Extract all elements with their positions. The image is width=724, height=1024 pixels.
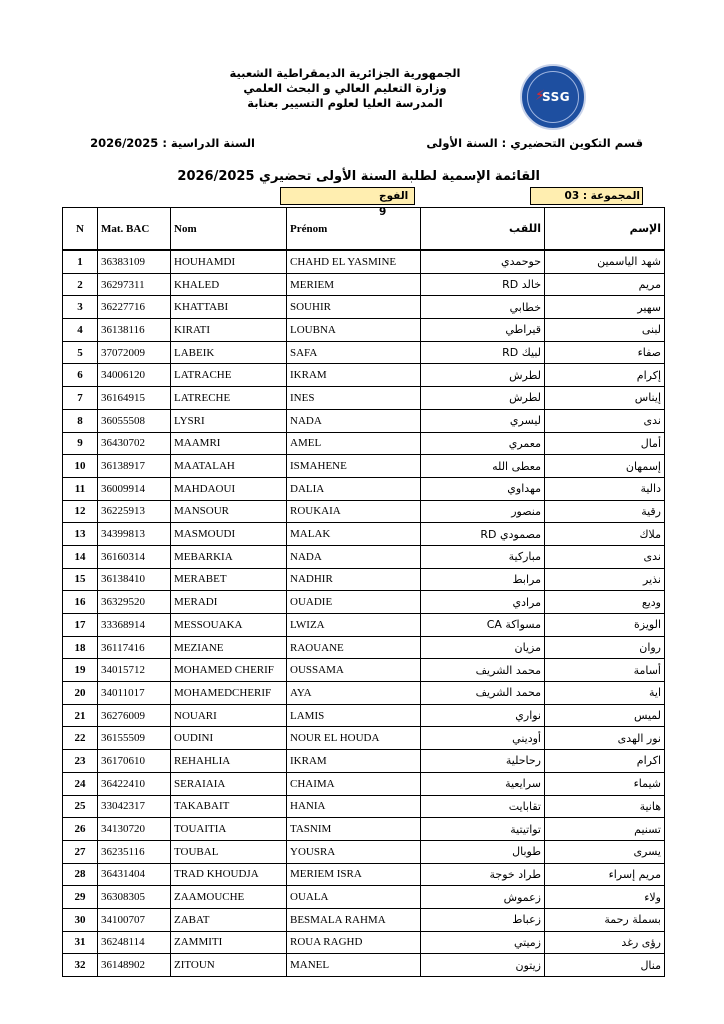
cell-nom: TOUBAL xyxy=(171,840,287,863)
cell-prenom: MERIEM ISRA xyxy=(287,863,421,886)
table-row xyxy=(63,500,665,523)
header-school: المدرسة العليا لعلوم التسيير بعنابة xyxy=(247,96,443,110)
cell-nom: MAHDAOUI xyxy=(171,477,287,500)
cell-ism: إسمهان xyxy=(545,455,665,478)
cell-ism: ندى xyxy=(545,409,665,432)
cell-nom: OUDINI xyxy=(171,727,287,750)
cell-mat-bac: 34399813 xyxy=(98,523,171,546)
table-row xyxy=(63,409,665,432)
cell-ism: إيناس xyxy=(545,387,665,410)
academic-year-label: السنة الدراسية : 2026/2025 xyxy=(90,136,255,150)
cell-nom: LYSRI xyxy=(171,409,287,432)
cell-laqab: زعموش xyxy=(421,886,545,909)
table-row xyxy=(63,568,665,591)
cell-n: 14 xyxy=(63,545,98,568)
cell-mat-bac: 36276009 xyxy=(98,704,171,727)
cell-mat-bac: 36248114 xyxy=(98,931,171,954)
cell-nom: MAAMRI xyxy=(171,432,287,455)
cell-mat-bac: 36055508 xyxy=(98,409,171,432)
table-row xyxy=(63,682,665,705)
header-republic: الجمهورية الجزائرية الديمقراطية الشعبية xyxy=(229,66,461,80)
cell-n: 23 xyxy=(63,750,98,773)
cell-nom: SERAIAIA xyxy=(171,772,287,795)
cell-nom: LATRECHE xyxy=(171,387,287,410)
cell-mat-bac: 36138116 xyxy=(98,319,171,342)
cell-ism: بسملة رحمة xyxy=(545,908,665,931)
cell-laqab: زيتون xyxy=(421,954,545,977)
cell-mat-bac: 34011017 xyxy=(98,682,171,705)
cell-n: 15 xyxy=(63,568,98,591)
cell-laqab: حوحمدي xyxy=(421,250,545,273)
cell-n: 16 xyxy=(63,591,98,614)
cell-ism: لميس xyxy=(545,704,665,727)
cell-prenom: CHAHD EL YASMINE xyxy=(287,250,421,273)
cell-mat-bac: 34006120 xyxy=(98,364,171,387)
cell-nom: MASMOUDI xyxy=(171,523,287,546)
cell-laqab: نواري xyxy=(421,704,545,727)
cell-n: 8 xyxy=(63,409,98,432)
cell-mat-bac: 36138917 xyxy=(98,455,171,478)
table-row xyxy=(63,341,665,364)
cell-n: 12 xyxy=(63,500,98,523)
cell-prenom: AMEL xyxy=(287,432,421,455)
cell-laqab: سرايعية xyxy=(421,772,545,795)
cell-laqab: لطرش xyxy=(421,387,545,410)
cell-n: 7 xyxy=(63,387,98,410)
cell-ism: نذير xyxy=(545,568,665,591)
cell-laqab: تقابايت xyxy=(421,795,545,818)
cell-n: 3 xyxy=(63,296,98,319)
cell-n: 17 xyxy=(63,614,98,637)
cell-nom: KHATTABI xyxy=(171,296,287,319)
cell-laqab: أوديني xyxy=(421,727,545,750)
cell-mat-bac: 36225913 xyxy=(98,500,171,523)
cell-mat-bac: 36148902 xyxy=(98,954,171,977)
cell-ism: روان xyxy=(545,636,665,659)
col-header-ism: الإسم xyxy=(545,208,665,251)
cell-nom: MEZIANE xyxy=(171,636,287,659)
cell-nom: TAKABAIT xyxy=(171,795,287,818)
cell-n: 22 xyxy=(63,727,98,750)
cell-nom: HOUHAMDI xyxy=(171,250,287,273)
cell-prenom: ROUKAIA xyxy=(287,500,421,523)
cell-prenom: NOUR EL HOUDA xyxy=(287,727,421,750)
table-row xyxy=(63,591,665,614)
cell-laqab: منصور xyxy=(421,500,545,523)
header-ministry: وزارة التعليم العالي و البحث العلمي xyxy=(243,81,447,95)
cell-prenom: SOUHIR xyxy=(287,296,421,319)
cell-mat-bac: 34130720 xyxy=(98,818,171,841)
col-header-n: N xyxy=(63,208,98,251)
table-row xyxy=(63,863,665,886)
cell-ism: إكرام xyxy=(545,364,665,387)
cell-mat-bac: 36308305 xyxy=(98,886,171,909)
cell-ism: يسرى xyxy=(545,840,665,863)
cell-mat-bac: 36155509 xyxy=(98,727,171,750)
cell-n: 27 xyxy=(63,840,98,863)
cell-n: 6 xyxy=(63,364,98,387)
cell-prenom: RAOUANE xyxy=(287,636,421,659)
cell-prenom: OUSSAMA xyxy=(287,659,421,682)
cell-ism: سهير xyxy=(545,296,665,319)
cell-ism: صفاء xyxy=(545,341,665,364)
cell-ism: منال xyxy=(545,954,665,977)
cell-laqab: مسواكة CA xyxy=(421,614,545,637)
table-row xyxy=(63,455,665,478)
table-row xyxy=(63,954,665,977)
cell-nom: MERABET xyxy=(171,568,287,591)
table-row xyxy=(63,931,665,954)
cell-nom: ZITOUN xyxy=(171,954,287,977)
cell-mat-bac: 36431404 xyxy=(98,863,171,886)
cell-prenom: MERIEM xyxy=(287,273,421,296)
cell-mat-bac: 36170610 xyxy=(98,750,171,773)
cell-nom: MOHAMEDCHERIF xyxy=(171,682,287,705)
cell-laqab: زميتي xyxy=(421,931,545,954)
cell-laqab: مصمودي RD xyxy=(421,523,545,546)
cell-prenom: TASNIM xyxy=(287,818,421,841)
cell-ism: أمال xyxy=(545,432,665,455)
cell-laqab: خالد RD xyxy=(421,273,545,296)
cell-ism: لبنى xyxy=(545,319,665,342)
cell-mat-bac: 36297311 xyxy=(98,273,171,296)
table-row xyxy=(63,659,665,682)
table-row xyxy=(63,545,665,568)
table-row xyxy=(63,636,665,659)
cell-mat-bac: 36009914 xyxy=(98,477,171,500)
cell-n: 18 xyxy=(63,636,98,659)
cell-nom: REHAHLIA xyxy=(171,750,287,773)
table-row xyxy=(63,296,665,319)
cell-mat-bac: 36235116 xyxy=(98,840,171,863)
table-row xyxy=(63,818,665,841)
table-row xyxy=(63,840,665,863)
col-header-mat: Mat. BAC xyxy=(98,208,171,251)
cell-nom: MOHAMED CHERIF xyxy=(171,659,287,682)
cell-laqab: مرابط xyxy=(421,568,545,591)
cell-ism: ولاء xyxy=(545,886,665,909)
cell-ism: رقية xyxy=(545,500,665,523)
cell-nom: MANSOUR xyxy=(171,500,287,523)
cell-n: 26 xyxy=(63,818,98,841)
logo-text: SSG xyxy=(542,90,571,104)
cell-prenom: OUADIE xyxy=(287,591,421,614)
cell-laqab: محمد الشريف xyxy=(421,659,545,682)
table-row xyxy=(63,727,665,750)
cell-laqab: طوبال xyxy=(421,840,545,863)
cell-laqab: مزيان xyxy=(421,636,545,659)
cell-prenom: AYA xyxy=(287,682,421,705)
cell-nom: MESSOUAKA xyxy=(171,614,287,637)
cell-mat-bac: 36383109 xyxy=(98,250,171,273)
groupe-label: المجموعة : 03 xyxy=(530,187,643,205)
cell-mat-bac: 37072009 xyxy=(98,341,171,364)
cell-n: 2 xyxy=(63,273,98,296)
lightning-icon: ⚡ xyxy=(535,88,545,104)
cell-nom: KHALED xyxy=(171,273,287,296)
cell-ism: ندى xyxy=(545,545,665,568)
cell-prenom: MANEL xyxy=(287,954,421,977)
cell-n: 10 xyxy=(63,455,98,478)
cell-nom: ZAMMITI xyxy=(171,931,287,954)
cell-mat-bac: 36160314 xyxy=(98,545,171,568)
table-header-row xyxy=(63,208,665,251)
cell-n: 29 xyxy=(63,886,98,909)
cell-prenom: ISMAHENE xyxy=(287,455,421,478)
cell-laqab: مرادي xyxy=(421,591,545,614)
cell-ism: الويزة xyxy=(545,614,665,637)
cell-n: 31 xyxy=(63,931,98,954)
cell-n: 32 xyxy=(63,954,98,977)
cell-prenom: IKRAM xyxy=(287,750,421,773)
cell-nom: ZABAT xyxy=(171,908,287,931)
table-row xyxy=(63,477,665,500)
cell-laqab: قيراطي xyxy=(421,319,545,342)
table-row xyxy=(63,886,665,909)
cell-prenom: BESMALA RAHMA xyxy=(287,908,421,931)
school-logo xyxy=(520,64,586,130)
table-row xyxy=(63,908,665,931)
cell-ism: اية xyxy=(545,682,665,705)
cell-prenom: NADA xyxy=(287,409,421,432)
cell-mat-bac: 33368914 xyxy=(98,614,171,637)
cell-ism: شيماء xyxy=(545,772,665,795)
col-header-prenom: Prénom xyxy=(287,208,421,251)
cell-ism: دالية xyxy=(545,477,665,500)
cell-laqab: تواتيتية xyxy=(421,818,545,841)
table-row xyxy=(63,364,665,387)
cell-ism: نور الهدى xyxy=(545,727,665,750)
table-row xyxy=(63,704,665,727)
table-row xyxy=(63,523,665,546)
cell-prenom: LOUBNA xyxy=(287,319,421,342)
cell-n: 13 xyxy=(63,523,98,546)
cell-ism: أسامة xyxy=(545,659,665,682)
cell-nom: TOUAITIA xyxy=(171,818,287,841)
cell-prenom: DALIA xyxy=(287,477,421,500)
cell-n: 1 xyxy=(63,250,98,273)
cell-mat-bac: 36117416 xyxy=(98,636,171,659)
table-row xyxy=(63,250,665,273)
cell-prenom: NADHIR xyxy=(287,568,421,591)
cell-ism: وديع xyxy=(545,591,665,614)
cell-n: 21 xyxy=(63,704,98,727)
table-row xyxy=(63,319,665,342)
cell-laqab: طراد خوجة xyxy=(421,863,545,886)
cell-ism: مريم xyxy=(545,273,665,296)
cell-ism: ملاك xyxy=(545,523,665,546)
cell-prenom: MALAK xyxy=(287,523,421,546)
table-row xyxy=(63,772,665,795)
table-row xyxy=(63,273,665,296)
cell-mat-bac: 36164915 xyxy=(98,387,171,410)
table-row xyxy=(63,614,665,637)
cell-mat-bac: 33042317 xyxy=(98,795,171,818)
cell-nom: MAATALAH xyxy=(171,455,287,478)
col-header-nom: Nom xyxy=(171,208,287,251)
cell-n: 19 xyxy=(63,659,98,682)
cell-prenom: NADA xyxy=(287,545,421,568)
cell-n: 24 xyxy=(63,772,98,795)
cell-prenom: ROUA RAGHD xyxy=(287,931,421,954)
cell-ism: تسنيم xyxy=(545,818,665,841)
cell-mat-bac: 36422410 xyxy=(98,772,171,795)
col-header-laqab: اللقب xyxy=(421,208,545,251)
cell-mat-bac: 34015712 xyxy=(98,659,171,682)
cell-nom: LABEIK xyxy=(171,341,287,364)
cell-laqab: معطى الله xyxy=(421,455,545,478)
cell-prenom: OUALA xyxy=(287,886,421,909)
cell-nom: MEBARKIA xyxy=(171,545,287,568)
cell-laqab: رحاحلية xyxy=(421,750,545,773)
table-row xyxy=(63,750,665,773)
cell-nom: NOUARI xyxy=(171,704,287,727)
cell-n: 28 xyxy=(63,863,98,886)
cell-n: 11 xyxy=(63,477,98,500)
cell-mat-bac: 36430702 xyxy=(98,432,171,455)
cell-ism: مريم إسراء xyxy=(545,863,665,886)
cell-laqab: لبيك RD xyxy=(421,341,545,364)
cell-prenom: INES xyxy=(287,387,421,410)
cell-laqab: مهداوي xyxy=(421,477,545,500)
cell-prenom: SAFA xyxy=(287,341,421,364)
cell-prenom: LWIZA xyxy=(287,614,421,637)
cell-nom: ZAAMOUCHE xyxy=(171,886,287,909)
cell-mat-bac: 36329520 xyxy=(98,591,171,614)
cell-n: 4 xyxy=(63,319,98,342)
cell-ism: رؤى رغد xyxy=(545,931,665,954)
list-title: القائمة الإسمية لطلبة السنة الأولى تحضيري 2026/2025 xyxy=(177,169,540,184)
cell-nom: TRAD KHOUDJA xyxy=(171,863,287,886)
cell-prenom: IKRAM xyxy=(287,364,421,387)
cell-ism: اكرام xyxy=(545,750,665,773)
cell-prenom: CHAIMA xyxy=(287,772,421,795)
cell-laqab: محمد الشريف xyxy=(421,682,545,705)
cell-laqab: لطرش xyxy=(421,364,545,387)
cell-ism: هانية xyxy=(545,795,665,818)
cell-ism: شهد الياسمين xyxy=(545,250,665,273)
cell-mat-bac: 36227716 xyxy=(98,296,171,319)
cell-laqab: خطابي xyxy=(421,296,545,319)
cell-laqab: زعباط xyxy=(421,908,545,931)
cell-laqab: ليسري xyxy=(421,409,545,432)
table-row xyxy=(63,795,665,818)
cell-prenom: YOUSRA xyxy=(287,840,421,863)
fouj-label: الفوج 9 xyxy=(280,187,415,205)
cell-nom: LATRACHE xyxy=(171,364,287,387)
cell-n: 25 xyxy=(63,795,98,818)
cell-n: 20 xyxy=(63,682,98,705)
students-table xyxy=(62,207,665,977)
cell-laqab: معمري xyxy=(421,432,545,455)
cell-n: 30 xyxy=(63,908,98,931)
cell-nom: MERADI xyxy=(171,591,287,614)
cell-mat-bac: 34100707 xyxy=(98,908,171,931)
table-row xyxy=(63,387,665,410)
cell-laqab: مباركية xyxy=(421,545,545,568)
cell-n: 9 xyxy=(63,432,98,455)
cell-prenom: HANIA xyxy=(287,795,421,818)
cell-prenom: LAMIS xyxy=(287,704,421,727)
department-label: قسم التكوين التحضيري : السنة الأولى xyxy=(426,136,643,150)
cell-mat-bac: 36138410 xyxy=(98,568,171,591)
cell-n: 5 xyxy=(63,341,98,364)
table-row xyxy=(63,432,665,455)
cell-nom: KIRATI xyxy=(171,319,287,342)
